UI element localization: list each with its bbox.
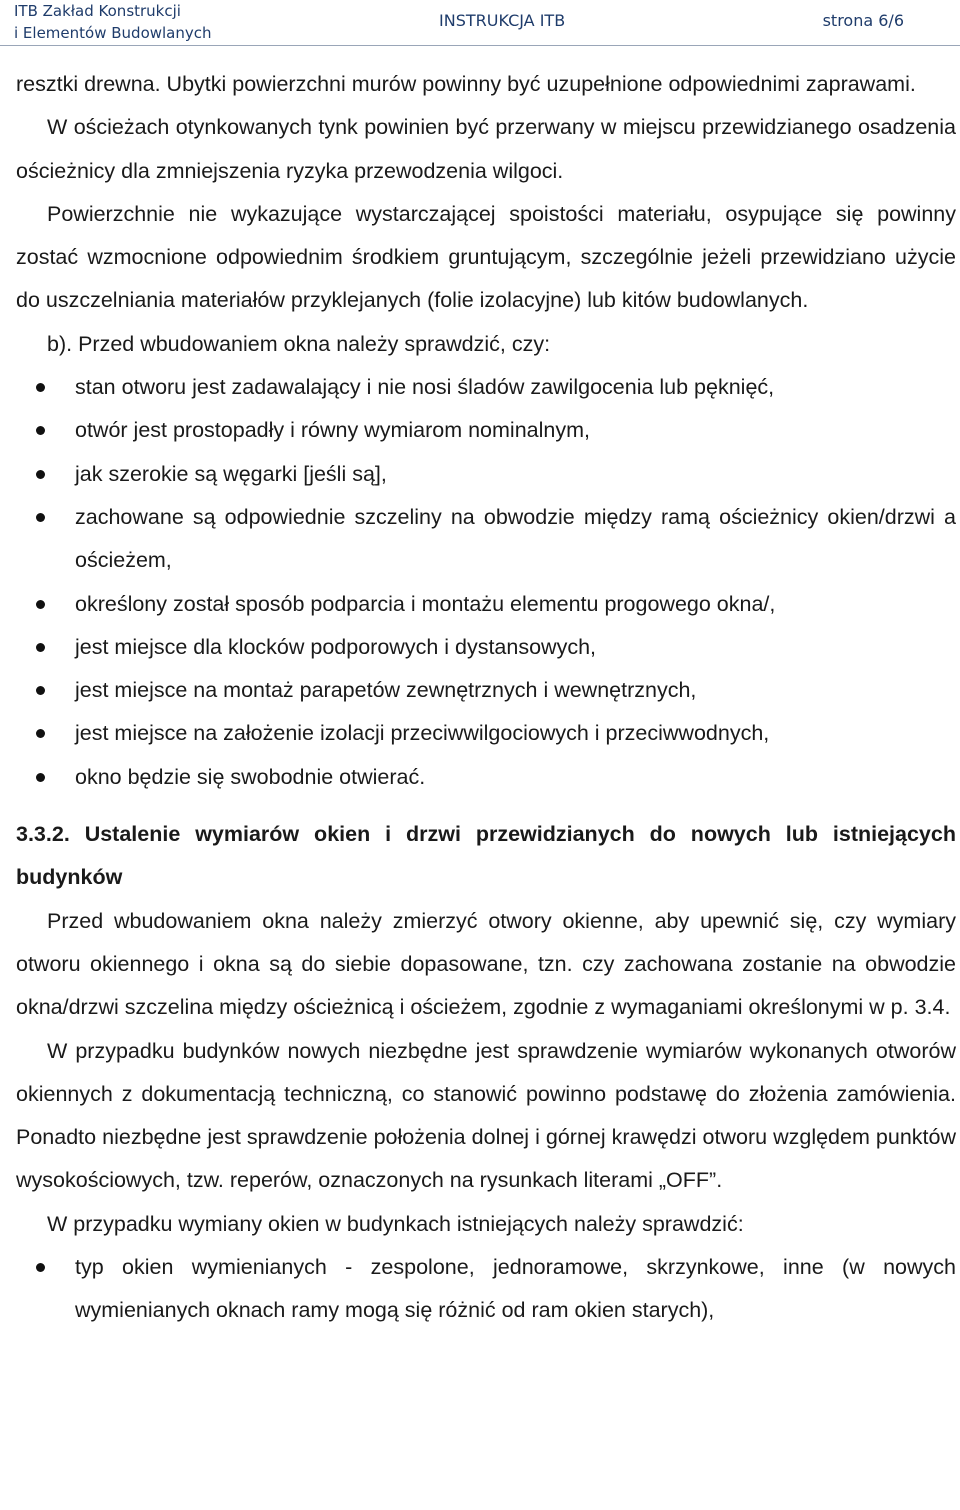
page-number: strona 6/6: [822, 11, 904, 30]
list-item: jest miejsce dla klocków podporowych i dystansowych,: [16, 626, 956, 669]
list-item: stan otworu jest zadawalający i nie nosi śladów zawilgocenia lub pęknięć,: [16, 366, 956, 409]
header-divider: [0, 45, 960, 46]
document-body: [16, 63, 956, 1333]
org-line-2: i Elementów Budowlanych: [14, 24, 212, 42]
section-number: 3.3.2.: [16, 822, 70, 847]
organization-name: [14, 0, 212, 44]
paragraph-surfaces: Powierzchnie nie wykazujące wystarczającej spoistości materiału, osypujące się powinny zostać wzmocnione odpowiednim środkiem gruntującym, szczególnie jeżeli przewidziano użycie do uszczelniania materiałów przyklejanych (folie izolacyjne) lub kitów budowlanych.: [16, 201, 956, 313]
paragraph-plaster: W ościeżach otynkowanych tynk powinien być przerwany w miejscu przewidzianego osadzenia ościeżnicy dla zmniejszenia ryzyka przewodzenia wilgoci.: [16, 115, 956, 183]
list-item: określony został sposób podparcia i montażu elementu progowego okna/,: [16, 583, 956, 626]
list-item: jest miejsce na założenie izolacji przeciwwilgociowych i przeciwwodnych,: [16, 712, 956, 755]
list-item: otwór jest prostopadły i równy wymiarom nominalnym,: [16, 409, 956, 452]
page-header: [0, 0, 960, 46]
section-heading: [16, 813, 956, 900]
checklist: [16, 366, 956, 799]
paragraph-new-buildings: W przypadku budynków nowych niezbędne jest sprawdzenie wymiarów wykonanych otworów okiennych z dokumentacją techniczną, co stanowić powinno podstawę do złożenia zamówienia. Ponadto niezbędne jest sprawdzenie położenia dolnej i górnej krawędzi otworu względem punktów wysokościowych, tzw. reperów, oznaczonych na rysunkach literami „OFF”.: [16, 1038, 956, 1193]
paragraph-measure: Przed wbudowaniem okna należy zmierzyć otwory okienne, aby upewnić się, czy wymiary otworu okiennego i okna są do siebie dopasowane, tzn. czy zachowana zostanie na obwodzie okna/drzwi szczelina między ościeżnicą i ościeżem, zgodnie z wymaganiami określonymi w p. 3.4.: [16, 908, 956, 1020]
replacement-list: [16, 1246, 956, 1333]
list-item: typ okien wymienianych - zespolone, jednoramowe, skrzynkowe, inne (w nowych wymienianych oknach ramy mogą się różnić od ram okien starych),: [16, 1246, 956, 1333]
list-item: zachowane są odpowiednie szczeliny na obwodzie między ramą ościeżnicy okien/drzwi a ościeżem,: [16, 496, 956, 583]
paragraph-continuation: resztki drewna. Ubytki powierzchni murów powinny być uzupełnione odpowiednimi zaprawami.: [16, 72, 916, 96]
list-item: jest miejsce na montaż parapetów zewnętrznych i wewnętrznych,: [16, 669, 956, 712]
section-title: Ustalenie wymiarów okien i drzwi przewidzianych do nowych lub istniejących budynków: [16, 822, 956, 890]
list-item: okno będzie się swobodnie otwierać.: [16, 756, 956, 799]
paragraph-check-intro: b). Przed wbudowaniem okna należy sprawdzić, czy:: [47, 331, 551, 356]
document-title: INSTRUKCJA ITB: [439, 11, 566, 30]
org-line-1: ITB Zakład Konstrukcji: [14, 2, 181, 20]
list-item: jak szerokie są węgarki [jeśli są],: [16, 453, 956, 496]
paragraph-replacement-intro: W przypadku wymiany okien w budynkach istniejących należy sprawdzić:: [47, 1211, 744, 1236]
